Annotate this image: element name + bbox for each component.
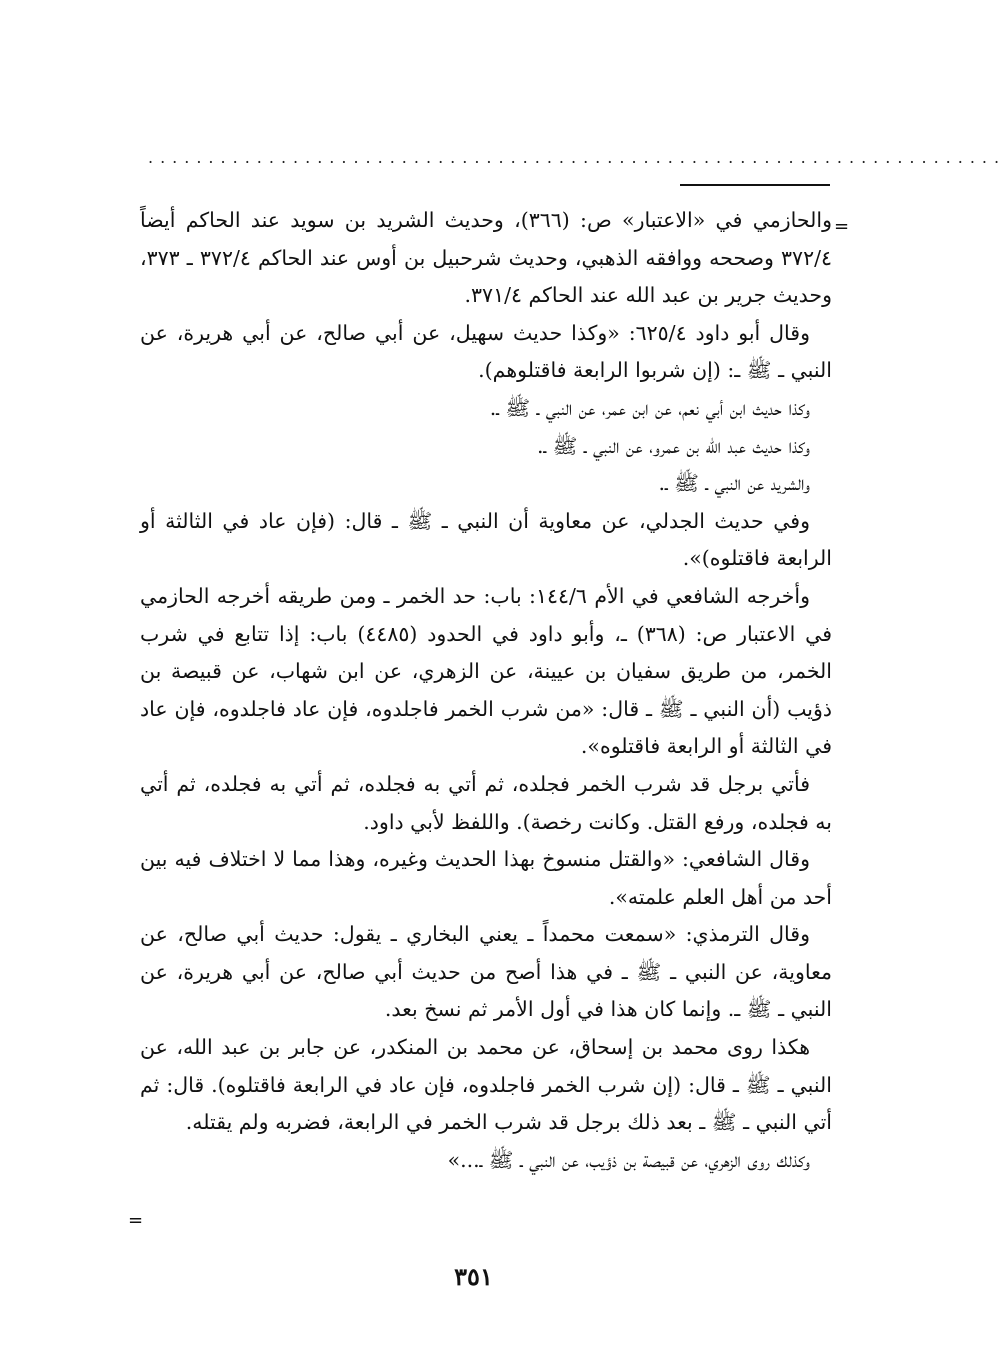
footnote-paragraph: والشريد عن النبي ـ ﷺ ـ. xyxy=(658,471,810,496)
footnote-paragraph: وكذا حديث عبد الله بن عمرو، عن النبي ـ ﷺ ـ. xyxy=(536,433,810,458)
footnote-paragraph: وفي حديث الجدلي، عن معاوية أن النبي ـ ﷺ ـ قال: (فإن عاد في الثالثة أو الرابعة فاقتلوه)». xyxy=(140,508,832,571)
footnote-paragraph: وأخرجه الشافعي في الأم ١٤٤/٦: باب: حد الخمر ـ ومن طريقه أخرجه الحازمي في الاعتبار ص: (٣٦٨) ـ، وأبو داود في الحدود (٤٤٨٥) باب: إذا تتابع في شرب الخمر، من طريق سفيان بن عيينة، عن الزهري، عن ابن شهاب، عن قبيصة بن ذؤيب (أن النبي ـ ﷺ ـ قال: «من شرب الخمر فاجلدوه، فإن عاد فاجلدوه، فإن عاد في الثالثة أو الرابعة فاقتلوه». xyxy=(140,583,833,759)
continuation-mark: = xyxy=(834,216,850,237)
footnote-rule xyxy=(680,184,830,186)
footnote-paragraph: وكذا حديث ابن أبي نعم، عن ابن عمر، عن النبي ـ ﷺ ـ. xyxy=(489,395,810,420)
separator-dots: ....................................................................... xyxy=(148,148,1006,167)
footnote-paragraph: وقال أبو داود ٦٢٥/٤: «وكذا حديث سهيل، عن أبي صالح، عن أبي هريرة، عن النبي ـ ﷺ ـ: (إن شربوا الرابعة فاقتلوهم). xyxy=(140,320,832,383)
page-number: ٣٥١ xyxy=(454,1262,493,1291)
footnote-body xyxy=(140,202,832,1179)
footnote-paragraph: فأتي برجل قد شرب الخمر فجلده، ثم أتي به فجلده، ثم أتي به فجلده، ثم أتي به فجلده، ورفع القتل. وكانت رخصة). واللفظ لأبي داود. xyxy=(140,771,832,834)
footnote-paragraph: وقال الشافعي: «والقتل منسوخ بهذا الحديث وغيره، وهذا مما لا اختلاف فيه بين أحد من أهل العلم علمته». xyxy=(140,847,832,909)
footnote-paragraph: وقال الترمذي: «سمعت محمداً ـ يعني البخاري ـ يقول: حديث أبي صالح، عن معاوية، عن النبي ـ ﷺ ـ في هذا أصح من حديث أبي صالح، عن أبي هريرة، عن النبي ـ ﷺ ـ. وإنما كان هذا في أول الأمر ثم نسخ بعد. xyxy=(140,922,832,1022)
continued-mark: = xyxy=(128,1210,144,1231)
footnote-paragraph: هكذا روى محمد بن إسحاق، عن محمد بن المنكدر، عن جابر بن عبد الله، عن النبي ـ ﷺ ـ قال: (إن شرب الخمر فاجلدوه، فإن عاد في الرابعة فاقتلوه). قال: ثم أتي النبي ـ ﷺ ـ بعد ذلك برجل قد شرب الخمر في الرابعة، فضربه ولم يقتله. xyxy=(140,1035,832,1135)
footnote-paragraph: وكذلك روى الزهري، عن قبيصة بن ذؤيب، عن النبي ـ ﷺ ـ...» xyxy=(447,1147,810,1172)
footnote-paragraph: والحازمي في «الاعتبار» ص: (٣٦٦)، وحديث الشريد بن سويد عند الحاكم أيضاً ٣٧٢/٤ وصححه ووافقه الذهبي، وحديث شرحبيل بن أوس عند الحاكم ٣٧٢/٤ ـ ٣٧٣، وحديث جرير بن عبد الله عند الحاكم ٣٧١/٤. xyxy=(140,208,832,308)
